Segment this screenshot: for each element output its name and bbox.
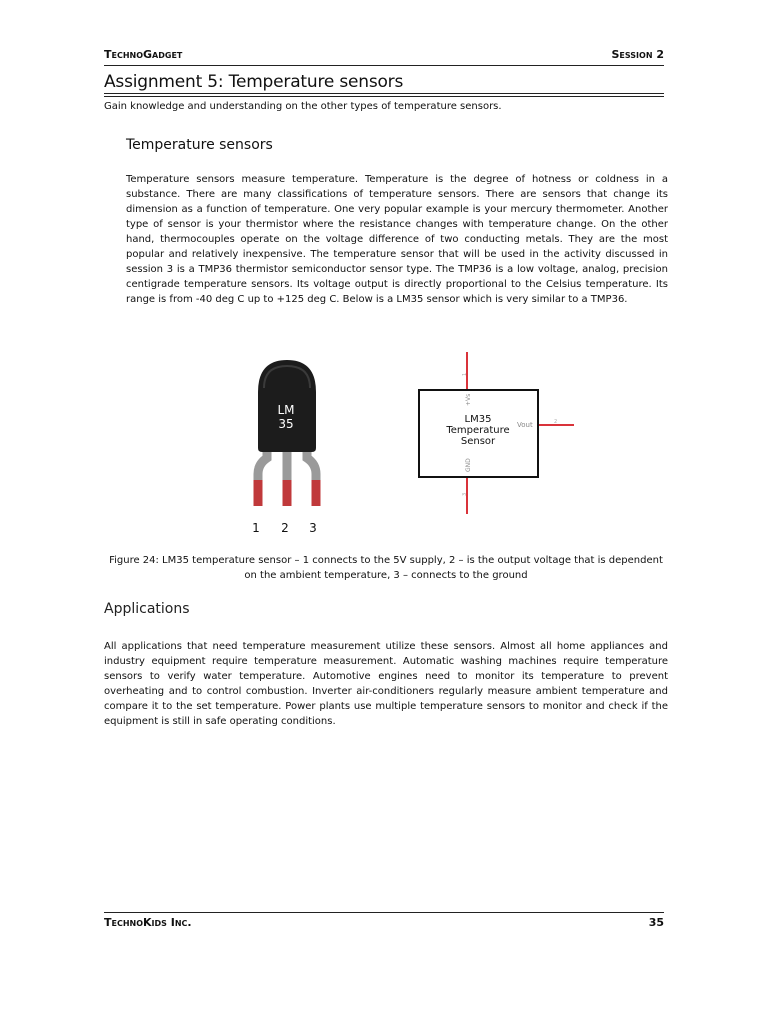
paragraph-temperature-sensors: Temperature sensors measure temperature. Temperature is the degree of hotness or coldness in a substance. There are many classifications of temperature sensors. There are sensors that change its dimension as a function of temperature. One very popular example is your mercury thermometer. Another type of sensor is your thermistor where the resistance changes with temperature change. On the other hand, thermocouples operate on the voltage difference of two conducting metals. They are the most popular and relatively inexpensive. The temperature sensor that will be used in the activity discussed in session 3 is a TMP36 thermistor semiconductor sensor type. The TMP36 is a low voltage, analog, precision centigrade temperature sensors. Its voltage output is directly proportional to the Celsius temperature. Its range is from -40 deg C up to +125 deg C. Below is a LM35 sensor which is very similar to a TMP36. (126, 174, 668, 305)
header-rule (104, 65, 664, 66)
paragraph-applications: All applications that need temperature measurement utilize these sensors. Almost all home appliances and industry equipment require temperature measurement. Automatic washing machines require temperature sensors to verify water temperature. Automotive engines need to monitor its temperature to prevent overheating and to control combustion. Inverter air-conditioners regularly measure ambient temperature and compare it to the set temperature. Power plants use multiple temperature sensors to monitor and check if the equipment is still in safe operating conditions. (104, 641, 668, 727)
pin-label-vout: Vout (517, 421, 533, 429)
page-subtitle: Gain knowledge and understanding on the other types of temperature sensors. (104, 101, 502, 112)
figure-caption: Figure 24: LM35 temperature sensor – 1 connects to the 5V supply, 2 – is the output voltage that is dependent on the ambient temperature, 3 – connects to the ground (109, 555, 663, 581)
footer-left: TechnoKids Inc. (104, 916, 192, 929)
pin-number-3: 3 (309, 521, 317, 535)
lead-1-tip (254, 480, 263, 506)
header-left: TechnoGadget (104, 48, 183, 61)
header-right: Session 2 (611, 48, 664, 61)
lm35-package-illustration (240, 350, 350, 540)
pin-number-1: 1 (252, 521, 260, 535)
page-header (104, 48, 664, 64)
sensor-label-line2: 35 (278, 417, 294, 431)
footer-rule (104, 912, 664, 913)
pin-number-right: 2 (554, 419, 558, 425)
lead-3-tip (312, 480, 321, 506)
applications-heading: Applications (104, 601, 190, 617)
schematic-label-line1: LM35 (464, 414, 492, 425)
title-rule-top (104, 93, 664, 94)
section-title: Temperature sensors (126, 137, 273, 153)
pin-label-gnd: GND (465, 458, 472, 472)
pin-label-vs: +Vs (465, 393, 472, 406)
pin-number-top: 1 (462, 372, 468, 376)
sensor-label-line1: LM (277, 403, 295, 417)
lead-2-tip (283, 480, 292, 506)
lm35-schematic (410, 348, 590, 518)
page-number: 35 (648, 916, 664, 929)
pin-number-2: 2 (281, 521, 289, 535)
pin-number-bottom: 3 (462, 492, 468, 496)
schematic-label-line2: Temperature (446, 425, 510, 436)
lead-3-bend (307, 450, 316, 480)
page-title: Assignment 5: Temperature sensors (104, 72, 404, 92)
lead-1-bend (258, 450, 267, 480)
title-rule-bottom (104, 96, 664, 97)
schematic-label-line3: Sensor (460, 436, 496, 447)
